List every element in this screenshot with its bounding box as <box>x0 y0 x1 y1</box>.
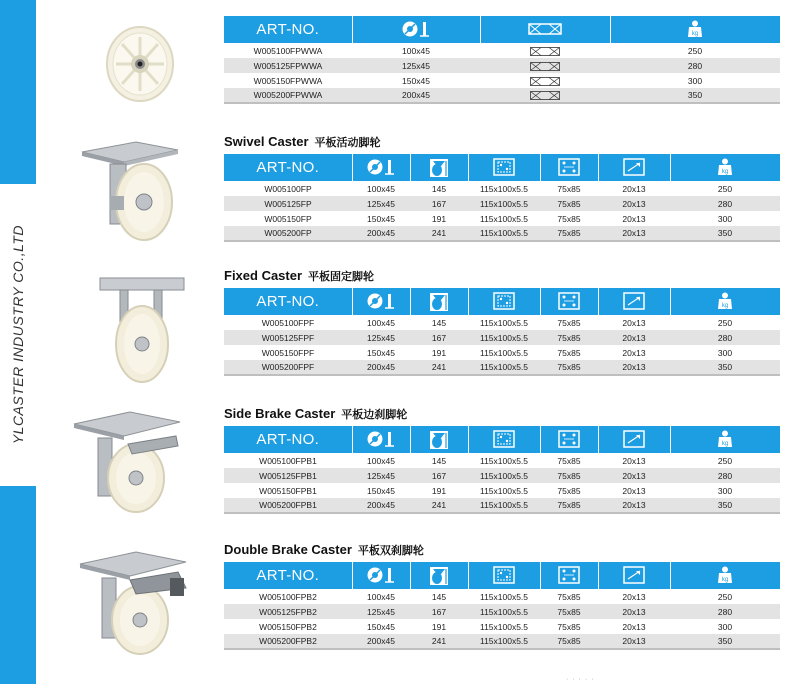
bolt-hole: 20x13 <box>598 226 670 241</box>
bolt-hole: 20x13 <box>598 330 670 345</box>
hole-spacing: 75x85 <box>540 226 598 241</box>
plate-size-icon <box>493 292 515 310</box>
wheel-size: 125x45 <box>352 468 410 483</box>
bolt-hole-header <box>598 288 670 315</box>
wheel-size: 125x45 <box>352 58 480 73</box>
hole-spacing: 75x85 <box>540 330 598 345</box>
total-height: 241 <box>410 360 468 375</box>
hole-spacing: 75x85 <box>540 211 598 226</box>
wheel-table-body <box>224 43 780 103</box>
art-number: W005150FP <box>224 211 352 226</box>
svg-text:kg: kg <box>722 577 729 584</box>
table-row <box>224 498 780 513</box>
art-no-header: ART-NO. <box>224 288 352 315</box>
table-row <box>224 58 780 73</box>
wheel-size-icon <box>366 566 396 584</box>
total-height-icon <box>429 158 449 178</box>
hole-spacing-icon <box>558 292 580 310</box>
load-capacity: 300 <box>670 345 780 360</box>
art-number: W005150FPF <box>224 345 352 360</box>
load-capacity: 300 <box>670 619 780 634</box>
table-row <box>224 73 780 88</box>
hole-spacing: 75x85 <box>540 483 598 498</box>
bolt-hole: 20x13 <box>598 181 670 196</box>
art-no-header: ART-NO. <box>224 426 352 453</box>
section-title-cn: 平板活动脚轮 <box>314 136 381 149</box>
art-number: W005150FPB2 <box>224 619 352 634</box>
table-row <box>224 619 780 634</box>
plate-size-icon <box>493 430 515 448</box>
load-weight-header <box>670 426 780 453</box>
total-height-icon <box>429 566 449 586</box>
wheel-size: 125x45 <box>352 196 410 211</box>
hole-spacing: 75x85 <box>540 181 598 196</box>
total-height: 191 <box>410 483 468 498</box>
load-capacity: 250 <box>670 589 780 604</box>
total-height: 145 <box>410 589 468 604</box>
table-header <box>224 288 780 315</box>
bolt-hole: 20x13 <box>598 604 670 619</box>
plate-size: 115x100x5.5 <box>468 453 540 468</box>
section-title-en: Fixed Caster <box>224 268 303 283</box>
table-row <box>224 468 780 483</box>
brand-name: YLCASTER INDUSTRY CO.,LTD <box>10 225 26 445</box>
hole-spacing-icon <box>558 566 580 584</box>
bolt-hole: 20x13 <box>598 211 670 226</box>
caster-spec-table <box>224 426 780 514</box>
load-weight-header <box>670 154 780 181</box>
wheel-size: 200x45 <box>352 498 410 513</box>
total-height: 191 <box>410 619 468 634</box>
mount-plate-glyph <box>480 43 610 58</box>
bolt-hole: 20x13 <box>598 196 670 211</box>
bolt-hole: 20x13 <box>598 498 670 513</box>
load-capacity: 350 <box>610 88 780 103</box>
table-row <box>224 634 780 649</box>
wheel-size: 100x45 <box>352 453 410 468</box>
total-height: 241 <box>410 634 468 649</box>
bolt-hole-icon <box>623 158 645 176</box>
plate-size: 115x100x5.5 <box>468 468 540 483</box>
plate-size: 115x100x5.5 <box>468 604 540 619</box>
bolt-hole: 20x13 <box>598 315 670 330</box>
plate-size: 115x100x5.5 <box>468 345 540 360</box>
wheel-size-icon <box>401 20 431 38</box>
wheel-size-icon <box>366 292 396 310</box>
load-capacity: 280 <box>610 58 780 73</box>
load-capacity: 250 <box>670 181 780 196</box>
art-number: W005200FPB2 <box>224 634 352 649</box>
table-row <box>224 315 780 330</box>
wheel-product-image <box>100 22 180 106</box>
art-no-header: ART-NO. <box>224 562 352 589</box>
hole-spacing: 75x85 <box>540 619 598 634</box>
hole-spacing: 75x85 <box>540 589 598 604</box>
hole-spacing: 75x85 <box>540 453 598 468</box>
plate-size: 115x100x5.5 <box>468 181 540 196</box>
table-row <box>224 43 780 58</box>
total-height: 191 <box>410 345 468 360</box>
table-header <box>224 154 780 181</box>
hole-spacing: 75x85 <box>540 196 598 211</box>
total-height: 241 <box>410 498 468 513</box>
load-capacity: 300 <box>670 211 780 226</box>
bolt-hole-icon <box>623 566 645 584</box>
total-height-header <box>410 154 468 181</box>
art-number: W005200FPB1 <box>224 498 352 513</box>
wheel-size: 200x45 <box>352 226 410 241</box>
load-weight-icon <box>717 430 733 448</box>
art-number: W005100FPB2 <box>224 589 352 604</box>
load-weight-icon <box>717 566 733 584</box>
plate-size: 115x100x5.5 <box>468 315 540 330</box>
bolt-hole-header <box>598 562 670 589</box>
hole-spacing-header <box>540 562 598 589</box>
total-height-icon <box>429 292 449 312</box>
mount-plate-glyph <box>480 73 610 88</box>
table-row <box>224 589 780 604</box>
table-row <box>224 360 780 375</box>
brand-bar-bottom <box>0 486 36 684</box>
wheel-size: 150x45 <box>352 483 410 498</box>
art-number: W005100FPF <box>224 315 352 330</box>
load-weight-icon <box>687 20 703 38</box>
total-height: 145 <box>410 181 468 196</box>
plate-size: 115x100x5.5 <box>468 483 540 498</box>
load-capacity: 350 <box>670 498 780 513</box>
plate-size-icon <box>493 566 515 584</box>
art-number: W005125FPB2 <box>224 604 352 619</box>
hole-spacing: 75x85 <box>540 634 598 649</box>
bolt-hole: 20x13 <box>598 468 670 483</box>
swivel-caster-image <box>74 136 186 244</box>
load-capacity: 280 <box>670 330 780 345</box>
wheel-size-icon <box>366 430 396 448</box>
section-title <box>224 134 381 150</box>
hole-spacing: 75x85 <box>540 498 598 513</box>
plate-size-icon <box>493 158 515 176</box>
wheel-size-header <box>352 154 410 181</box>
load-capacity: 250 <box>610 43 780 58</box>
wheel-size: 200x45 <box>352 634 410 649</box>
brand-vertical-text <box>4 184 32 486</box>
art-number: W005125FP <box>224 196 352 211</box>
plate-size: 115x100x5.5 <box>468 589 540 604</box>
section-title-cn: 平板双刹脚轮 <box>357 544 424 557</box>
bolt-hole: 20x13 <box>598 453 670 468</box>
wheel-size: 125x45 <box>352 330 410 345</box>
plate-size-header <box>468 426 540 453</box>
wheel-size: 100x45 <box>352 181 410 196</box>
bolt-hole-header <box>598 154 670 181</box>
bolt-hole-icon <box>623 430 645 448</box>
bolt-hole: 20x13 <box>598 619 670 634</box>
wheel-size: 200x45 <box>352 360 410 375</box>
table-row <box>224 226 780 241</box>
wheel-size: 150x45 <box>352 345 410 360</box>
table-row <box>224 604 780 619</box>
art-no-header: ART-NO. <box>224 16 352 43</box>
bolt-hole: 20x13 <box>598 345 670 360</box>
hole-spacing: 75x85 <box>540 345 598 360</box>
plate-size-header <box>468 562 540 589</box>
wheel-size: 125x45 <box>352 604 410 619</box>
hole-spacing-header <box>540 288 598 315</box>
hole-spacing-header <box>540 154 598 181</box>
section-title-en: Side Brake Caster <box>224 406 336 421</box>
hole-spacing-icon <box>558 430 580 448</box>
art-number: W005100FPWWA <box>224 43 352 58</box>
total-height-header <box>410 426 468 453</box>
mount-plate-icon <box>530 62 560 71</box>
load-weight-header <box>610 16 780 43</box>
table-row <box>224 483 780 498</box>
plate-size: 115x100x5.5 <box>468 498 540 513</box>
art-number: W005125FPB1 <box>224 468 352 483</box>
art-number: W005200FP <box>224 226 352 241</box>
art-number: W005125FPF <box>224 330 352 345</box>
svg-text:kg: kg <box>722 303 729 310</box>
caster-spec-table <box>224 288 780 376</box>
plate-size-header <box>468 154 540 181</box>
brand-bar-top <box>0 0 36 184</box>
wheel-size-icon <box>366 158 396 176</box>
double-brake-caster-image <box>74 548 194 658</box>
art-number: W005200FPF <box>224 360 352 375</box>
wheel-size: 150x45 <box>352 73 480 88</box>
wheel-size: 150x45 <box>352 619 410 634</box>
wheel-size-header <box>352 562 410 589</box>
section-title-cn: 平板固定脚轮 <box>308 270 375 283</box>
load-capacity: 280 <box>670 468 780 483</box>
total-height: 241 <box>410 226 468 241</box>
hole-spacing: 75x85 <box>540 468 598 483</box>
load-capacity: 300 <box>670 483 780 498</box>
total-height: 167 <box>410 604 468 619</box>
total-height: 145 <box>410 453 468 468</box>
mount-plate-icon <box>528 23 562 35</box>
table-row <box>224 196 780 211</box>
total-height: 145 <box>410 315 468 330</box>
hole-spacing-header <box>540 426 598 453</box>
art-number: W005150FPB1 <box>224 483 352 498</box>
load-capacity: 250 <box>670 315 780 330</box>
table-row <box>224 330 780 345</box>
total-height-icon <box>429 430 449 450</box>
table-header <box>224 16 780 43</box>
wheel-size-header <box>352 288 410 315</box>
total-height-header <box>410 288 468 315</box>
wheel-size: 150x45 <box>352 211 410 226</box>
plate-size-header <box>468 288 540 315</box>
load-weight-header <box>670 562 780 589</box>
plate-size: 115x100x5.5 <box>468 226 540 241</box>
svg-text:kg: kg <box>692 31 699 38</box>
mount-plate-icon <box>530 77 560 86</box>
table-row <box>224 88 780 103</box>
art-number: W005100FP <box>224 181 352 196</box>
caster-spec-table <box>224 154 780 242</box>
load-capacity: 350 <box>670 634 780 649</box>
load-weight-header <box>670 288 780 315</box>
wheel-size: 100x45 <box>352 315 410 330</box>
wheel-spec-table <box>224 16 780 104</box>
total-height: 191 <box>410 211 468 226</box>
bolt-hole-header <box>598 426 670 453</box>
bolt-hole: 20x13 <box>598 589 670 604</box>
table-header <box>224 562 780 589</box>
art-number: W005150FPWWA <box>224 73 352 88</box>
mount-plate-header <box>480 16 610 43</box>
bolt-hole: 20x13 <box>598 360 670 375</box>
plate-size: 115x100x5.5 <box>468 196 540 211</box>
hole-spacing-icon <box>558 158 580 176</box>
total-height: 167 <box>410 196 468 211</box>
section-title-en: Swivel Caster <box>224 134 309 149</box>
load-capacity: 350 <box>670 360 780 375</box>
plate-size: 115x100x5.5 <box>468 634 540 649</box>
table-row <box>224 453 780 468</box>
plate-size: 115x100x5.5 <box>468 211 540 226</box>
mount-plate-icon <box>530 47 560 56</box>
load-capacity: 280 <box>670 604 780 619</box>
fixed-caster-image <box>96 270 188 388</box>
total-height-header <box>410 562 468 589</box>
mount-plate-glyph <box>480 88 610 103</box>
wheel-size: 200x45 <box>352 88 480 103</box>
art-no-header: ART-NO. <box>224 154 352 181</box>
total-height: 167 <box>410 330 468 345</box>
wheel-size-header <box>352 426 410 453</box>
wheel-size: 100x45 <box>352 43 480 58</box>
table-header <box>224 426 780 453</box>
load-weight-icon <box>717 292 733 310</box>
bolt-hole: 20x13 <box>598 483 670 498</box>
table-row <box>224 181 780 196</box>
svg-text:kg: kg <box>722 169 729 176</box>
table-row <box>224 345 780 360</box>
page-footer-fragment: · · · · · <box>566 676 595 683</box>
svg-text:kg: kg <box>722 441 729 448</box>
hole-spacing: 75x85 <box>540 360 598 375</box>
plate-size: 115x100x5.5 <box>468 619 540 634</box>
plate-size: 115x100x5.5 <box>468 360 540 375</box>
load-weight-icon <box>717 158 733 176</box>
bolt-hole-icon <box>623 292 645 310</box>
bolt-hole: 20x13 <box>598 634 670 649</box>
section-title-en: Double Brake Caster <box>224 542 352 557</box>
section-title <box>224 542 424 558</box>
load-capacity: 280 <box>670 196 780 211</box>
load-capacity: 350 <box>670 226 780 241</box>
side-brake-caster-image <box>68 406 188 516</box>
section-title <box>224 268 374 284</box>
load-capacity: 250 <box>670 453 780 468</box>
total-height: 167 <box>410 468 468 483</box>
wheel-size: 100x45 <box>352 589 410 604</box>
load-capacity: 300 <box>610 73 780 88</box>
section-title <box>224 406 407 422</box>
mount-plate-glyph <box>480 58 610 73</box>
hole-spacing: 75x85 <box>540 315 598 330</box>
wheel-size-header <box>352 16 480 43</box>
plate-size: 115x100x5.5 <box>468 330 540 345</box>
art-number: W005100FPB1 <box>224 453 352 468</box>
art-number: W005200FPWWA <box>224 88 352 103</box>
hole-spacing: 75x85 <box>540 604 598 619</box>
caster-spec-table <box>224 562 780 650</box>
section-title-cn: 平板边刹脚轮 <box>341 408 408 421</box>
mount-plate-icon <box>530 91 560 100</box>
table-row <box>224 211 780 226</box>
art-number: W005125FPWWA <box>224 58 352 73</box>
